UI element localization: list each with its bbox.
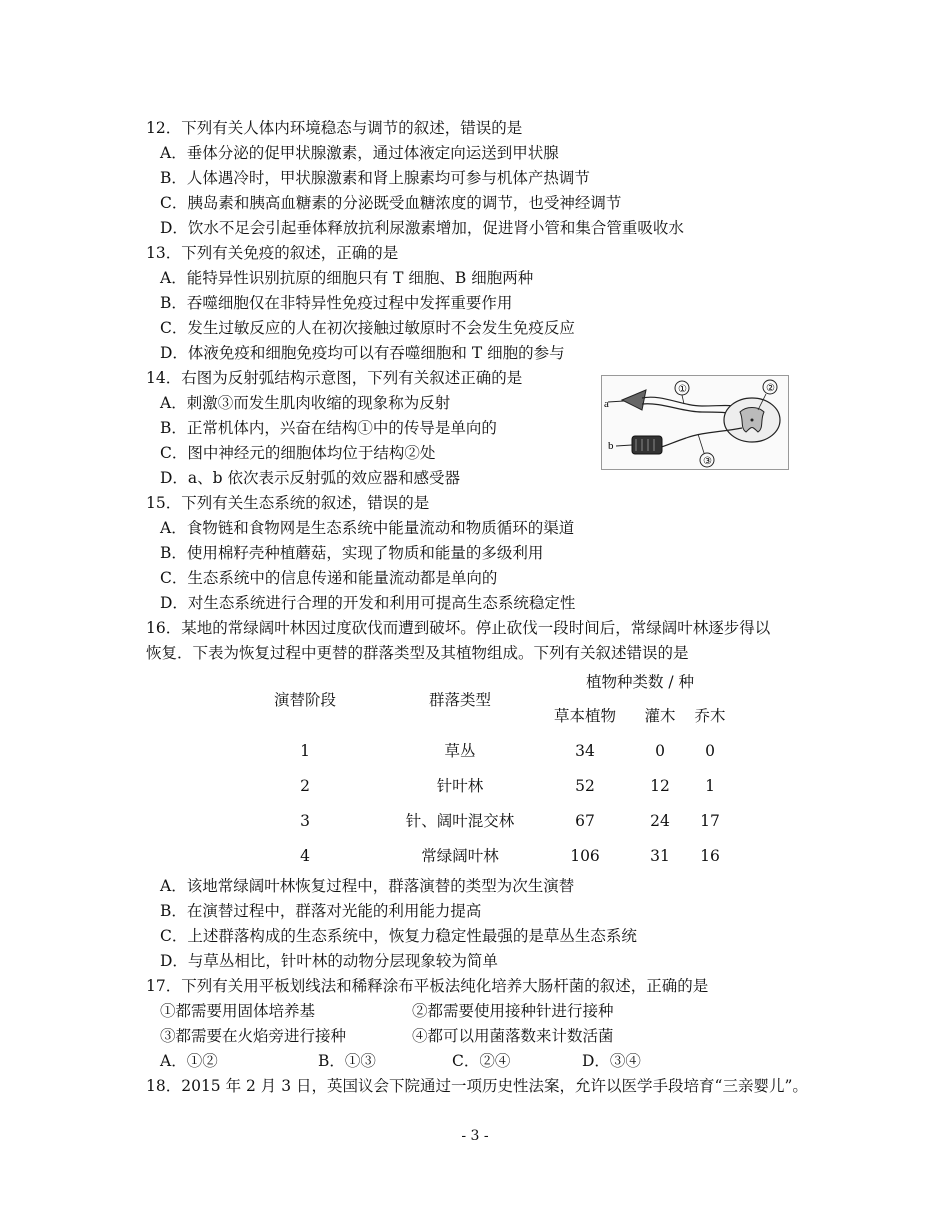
cell-herb: 52 (575, 777, 595, 795)
q12-option-d: D．饮水不足会引起垂体释放抗利尿激素增加，促进肾小管和集合管重吸收水 (160, 219, 684, 237)
q13-option-c: C．发生过敏反应的人在初次接触过敏原时不会发生免疫反应 (160, 319, 575, 337)
label-b: b (608, 440, 614, 452)
q15-option-d: D．对生态系统进行合理的开发和利用可提高生态系统稳定性 (160, 594, 576, 612)
q16-option-b: B．在演替过程中，群落对光能的利用能力提高 (160, 902, 482, 920)
th-shrub: 灌木 (644, 707, 676, 725)
cell-type: 常绿阔叶林 (421, 847, 499, 865)
q17-item-3: ③都需要在火焰旁进行接种 (160, 1027, 347, 1045)
cell-tree: 17 (700, 812, 720, 830)
q15-option-a: A．食物链和食物网是生态系统中能量流动和物质循环的渠道 (160, 519, 575, 537)
q17-option-d: D．③④ (582, 1052, 641, 1070)
cell-herb: 106 (570, 847, 600, 865)
reflex-arc-figure (601, 375, 789, 470)
cell-tree: 0 (705, 742, 715, 760)
th-stage: 演替阶段 (273, 691, 336, 709)
q16-stem-line2: 恢复．下表为恢复过程中更替的群落类型及其植物组成。下列有关叙述错误的是 (146, 644, 689, 662)
q14-option-b: B．正常机体内，兴奋在结构①中的传导是单向的 (160, 419, 497, 437)
cell-shrub: 12 (650, 777, 670, 795)
q17-option-a: A．①② (160, 1052, 218, 1070)
q12-stem: 12．下列有关人体内环境稳态与调节的叙述，错误的是 (146, 119, 523, 137)
q17-option-c: C．②④ (452, 1052, 511, 1070)
q13-stem: 13．下列有关免疫的叙述，正确的是 (146, 244, 399, 262)
cell-shrub: 0 (655, 742, 665, 760)
q17-item-1: ①都需要用固体培养基 (160, 1002, 316, 1020)
q12-option-c: C．胰岛素和胰高血糖素的分泌既受血糖浓度的调节，也受神经调节 (160, 194, 622, 212)
q13-option-b: B．吞噬细胞仅在非特异性免疫过程中发挥重要作用 (160, 294, 513, 312)
q13-option-a: A．能特异性识别抗原的细胞只有 T 细胞、B 细胞两种 (160, 269, 534, 287)
q14-stem: 14．右图为反射弧结构示意图，下列有关叙述正确的是 (146, 369, 523, 387)
cell-type: 草丛 (444, 742, 476, 760)
afferent-nerve (642, 397, 742, 408)
q17-item-4: ④都可以用菌落数来计数活菌 (412, 1027, 614, 1045)
q15-option-b: B．使用棉籽壳种植蘑菇，实现了物质和能量的多级利用 (160, 544, 544, 562)
q15-option-c: C．生态系统中的信息传递和能量流动都是单向的 (160, 569, 498, 587)
q14-option-a: A．刺激③而发生肌肉收缩的现象称为反射 (160, 394, 451, 412)
q16-option-c: C．上述群落构成的生态系统中，恢复力稳定性最强的是草丛生态系统 (160, 927, 637, 945)
th-tree: 乔木 (694, 707, 726, 725)
cell-herb: 67 (575, 812, 595, 830)
label-2: ② (766, 383, 775, 394)
reflex-arc-diagram (602, 376, 788, 469)
cell-tree: 1 (705, 777, 715, 795)
cell-stage: 1 (300, 742, 310, 760)
pointer-3 (698, 434, 704, 453)
cell-herb: 34 (575, 742, 595, 760)
q14-option-c: C．图中神经元的细胞体均位于结构②处 (160, 444, 436, 462)
receptor-shape (622, 390, 646, 410)
th-type: 群落类型 (428, 691, 491, 709)
label-3: ③ (703, 456, 712, 467)
label-a: a (604, 398, 609, 410)
q18-stem: 18．2015 年 2 月 3 日，英国议会下院通过一项历史性法案，允许以医学手段培育“三亲婴儿”。 (146, 1077, 808, 1095)
cell-stage: 2 (300, 777, 310, 795)
cell-type: 针、阔叶混交林 (405, 812, 515, 830)
q16-option-d: D．与草丛相比，针叶林的动物分层现象较为简单 (160, 952, 498, 970)
cell-shrub: 24 (650, 812, 670, 830)
cell-tree: 16 (700, 847, 720, 865)
th-herb: 草本植物 (553, 707, 616, 725)
q16-option-a: A．该地常绿阔叶林恢复过程中，群落演替的类型为次生演替 (160, 877, 575, 895)
page-number: - 3 - (461, 1128, 489, 1144)
cell-stage: 4 (300, 847, 310, 865)
cell-stage: 3 (300, 812, 310, 830)
q14-option-d: D．a、b 依次表示反射弧的效应器和感受器 (160, 469, 461, 487)
q12-option-b: B．人体遇冷时，甲状腺激素和肾上腺素均可参与机体产热调节 (160, 169, 590, 187)
central-canal (751, 419, 754, 422)
th-plant-count: 植物种类数 / 种 (585, 673, 695, 691)
pointer-b (616, 445, 632, 446)
label-1: ① (678, 384, 687, 395)
cell-type: 针叶林 (436, 777, 484, 795)
q12-option-a: A．垂体分泌的促甲状腺激素，通过体液定向运送到甲状腺 (160, 144, 559, 162)
q13-option-d: D．体液免疫和细胞免疫均可以有吞噬细胞和 T 细胞的参与 (160, 344, 565, 362)
cell-shrub: 31 (650, 847, 670, 865)
q17-item-2: ②都需要使用接种针进行接种 (412, 1002, 614, 1020)
pointer-a (608, 401, 624, 402)
q17-option-b: B．①③ (318, 1052, 376, 1070)
q16-stem-line1: 16．某地的常绿阔叶林因过度砍伐而遭到破坏。停止砍伐一段时间后，常绿阔叶林逐步得以 (146, 619, 771, 637)
q15-stem: 15．下列有关生态系统的叙述，错误的是 (146, 494, 430, 512)
q17-stem: 17．下列有关用平板划线法和稀释涂布平板法纯化培养大肠杆菌的叙述，正确的是 (146, 977, 709, 995)
